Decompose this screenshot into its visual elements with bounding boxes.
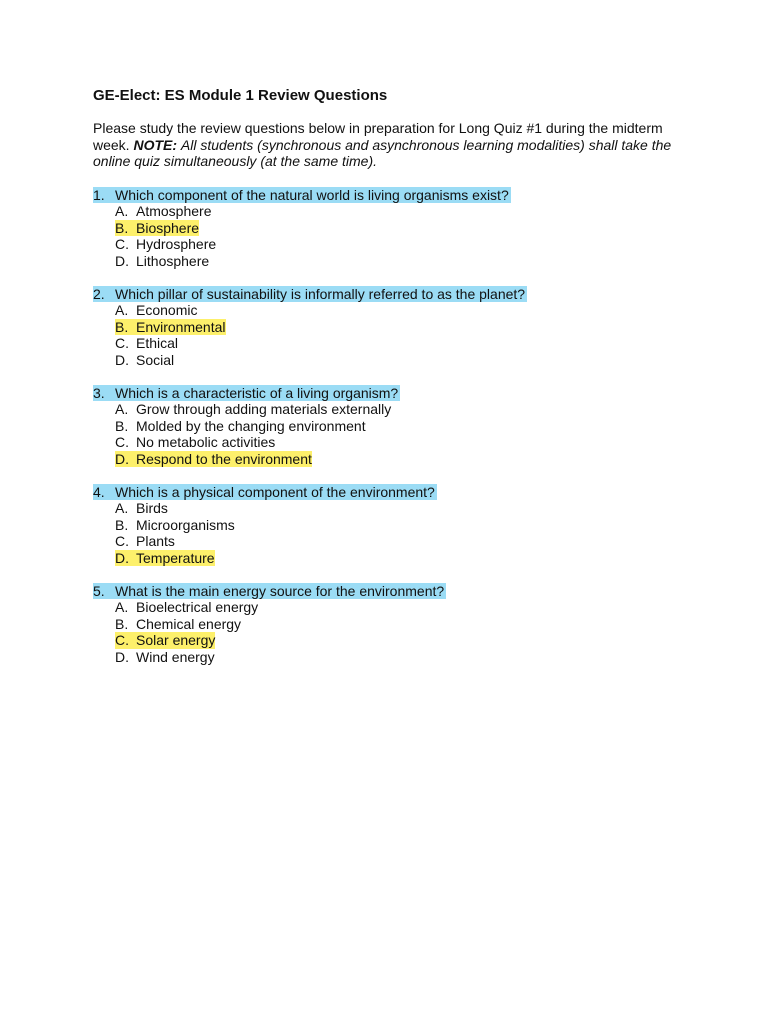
question-number: 1. [93, 186, 105, 203]
option-text: Plants [136, 533, 175, 549]
answer-option [93, 550, 693, 567]
option-text: Economic [136, 302, 198, 318]
option-content [115, 533, 175, 550]
option-text: Microorganisms [136, 516, 235, 533]
answer-option [93, 220, 693, 237]
option-letter: A. [115, 401, 129, 417]
option-text: Bioelectrical energy [136, 599, 259, 615]
question-highlight [93, 484, 437, 500]
answer-option [93, 319, 693, 336]
option-letter: C. [115, 632, 129, 648]
option-letter: D. [115, 351, 129, 368]
option-text: Chemical energy [136, 615, 242, 632]
option-letter: B. [115, 417, 129, 434]
option-content [115, 500, 168, 517]
question-line [93, 187, 693, 204]
option-text: Hydrosphere [136, 236, 217, 252]
question-text: Which component of the natural world is living organisms exist? [115, 186, 509, 203]
option-letter: B. [115, 516, 129, 533]
question-number: 2. [93, 285, 105, 302]
option-letter: A. [115, 203, 129, 219]
option-letter: C. [115, 236, 129, 252]
option-text: Atmosphere [136, 203, 212, 219]
answer-option [93, 434, 693, 451]
answer-option [93, 253, 693, 270]
question-text: Which is a physical component of the environment? [115, 483, 435, 500]
answer-option [93, 632, 693, 649]
option-content [115, 434, 275, 451]
option-content [115, 517, 235, 534]
option-text: Environmental [136, 318, 226, 335]
option-letter: D. [115, 648, 129, 665]
option-content [115, 649, 215, 666]
answer-option [93, 401, 693, 418]
option-text: Social [136, 351, 175, 368]
question-line [93, 583, 693, 600]
question-highlight [93, 385, 400, 401]
question-item [93, 583, 693, 666]
answer-option [93, 418, 693, 435]
intro-text: Please study the review questions below in preparation for Long Quiz #1 during the midterm week. [93, 120, 663, 153]
option-content [115, 335, 178, 352]
option-text: Respond to the environment [136, 450, 312, 467]
question-number: 3. [93, 384, 105, 401]
question-line [93, 385, 693, 402]
note-label: NOTE: [133, 136, 178, 153]
answer-option [93, 649, 693, 666]
question-text: Which is a characteristic of a living organism? [115, 384, 399, 401]
answer-option [93, 500, 693, 517]
option-letter: D. [115, 549, 129, 566]
option-letter: D. [115, 450, 129, 467]
option-letter: C. [115, 434, 129, 450]
answer-option [93, 236, 693, 253]
answer-option [93, 302, 693, 319]
option-content [115, 599, 258, 616]
question-number: 5. [93, 582, 105, 599]
document-title: GE-Elect: ES Module 1 Review Questions [93, 87, 388, 104]
answer-option [93, 599, 693, 616]
option-letter: A. [115, 500, 129, 516]
option-text: Grow through adding materials externally [136, 401, 392, 417]
option-text: Ethical [136, 335, 179, 351]
question-line [93, 484, 693, 501]
correct-answer-highlight [115, 451, 312, 468]
option-text: Wind energy [136, 648, 215, 665]
option-content [115, 253, 209, 270]
question-text: What is the main energy source for the environment? [115, 582, 445, 599]
intro-paragraph [93, 120, 693, 170]
question-text: Which pillar of sustainability is informally referred to as the planet? [115, 285, 526, 302]
option-letter: B. [115, 219, 129, 236]
option-content [115, 418, 366, 435]
option-content [115, 401, 391, 418]
question-item [93, 286, 693, 369]
option-text: Biosphere [136, 219, 200, 236]
correct-answer-highlight [115, 632, 215, 649]
option-content [115, 352, 174, 369]
option-text: Birds [136, 500, 168, 516]
option-letter: D. [115, 252, 129, 269]
option-letter: C. [115, 533, 129, 549]
option-content [115, 616, 241, 633]
document-body [93, 86, 693, 682]
question-item [93, 385, 693, 468]
question-highlight [93, 187, 511, 203]
option-letter: C. [115, 335, 129, 351]
option-content [115, 302, 197, 319]
answer-option [93, 451, 693, 468]
question-item [93, 484, 693, 567]
correct-answer-highlight [115, 220, 199, 237]
option-letter: A. [115, 302, 129, 318]
answer-option [93, 616, 693, 633]
correct-answer-highlight [115, 550, 215, 567]
question-line [93, 286, 693, 303]
answer-option [93, 517, 693, 534]
option-content [115, 236, 216, 253]
option-letter: A. [115, 599, 129, 615]
answer-option [93, 352, 693, 369]
correct-answer-highlight [115, 319, 226, 336]
option-letter: B. [115, 615, 129, 632]
question-item [93, 187, 693, 270]
note-text: All students (synchronous and asynchronous learning modalities) shall take the online quiz simultaneously (at the same time). [93, 136, 672, 169]
option-text: Lithosphere [136, 252, 210, 269]
option-content [115, 203, 211, 220]
option-text: Molded by the changing environment [136, 417, 366, 434]
option-letter: B. [115, 318, 129, 335]
option-text: Temperature [136, 549, 215, 566]
answer-option [93, 335, 693, 352]
option-text: Solar energy [136, 632, 216, 648]
question-list [93, 187, 693, 666]
option-text: No metabolic activities [136, 434, 276, 450]
answer-option [93, 203, 693, 220]
question-highlight [93, 286, 527, 302]
answer-option [93, 533, 693, 550]
question-number: 4. [93, 483, 105, 500]
question-highlight [93, 583, 446, 599]
